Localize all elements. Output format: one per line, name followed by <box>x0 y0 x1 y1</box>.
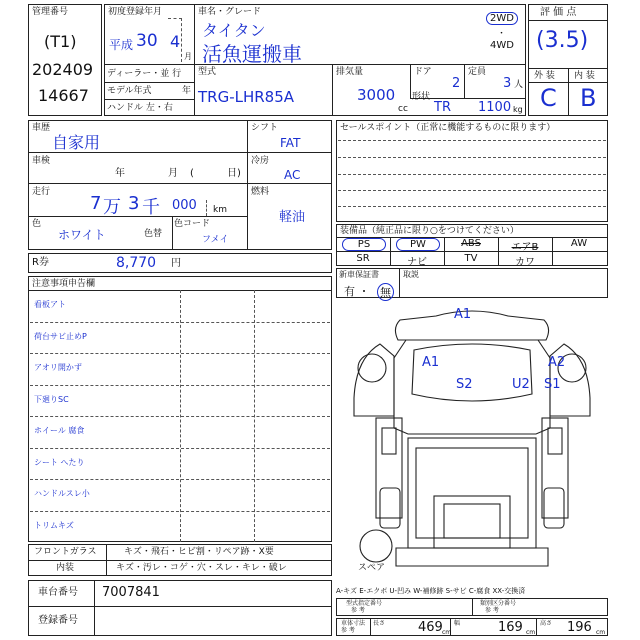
notes-item: ハンドルスレ小 <box>34 489 90 498</box>
color-label: 色 <box>32 219 42 229</box>
shaken-open: ( <box>190 168 194 179</box>
shaken-year: 年 <box>115 168 125 179</box>
shift-value: FAT <box>280 136 301 150</box>
reg-label: 初度登録年月 <box>108 7 163 17</box>
warranty-mu: 無 <box>377 283 394 301</box>
ext-label: 外 装 <box>534 71 555 81</box>
notes-item: 荷台サビ止めP <box>34 331 87 341</box>
katashiki-value: TRG-LHR85A <box>198 88 295 106</box>
reg-year: 30 <box>136 31 158 51</box>
sales-label: セールスポイント（正常に機能するものに限ります） <box>340 123 556 133</box>
reg-era: 平成 <box>109 38 134 52</box>
designation-r1: 類別区分番号 <box>480 600 517 607</box>
color-kae: 色替 <box>144 229 163 239</box>
designation-l1: 型式指定番号 <box>346 600 383 607</box>
fuel-label: 燃料 <box>251 187 270 197</box>
mark-a1-top: A1 <box>454 307 472 322</box>
shaken-month: 月 <box>168 168 178 179</box>
equip-item: PS <box>342 238 386 251</box>
dims-label: 車体寸法 参 考 <box>341 620 366 634</box>
equip-item: TV <box>464 253 478 264</box>
mileage-u1: 万 <box>103 197 121 218</box>
kind-label: 車歴 <box>32 123 51 133</box>
capacity-label: 定員 <box>468 67 487 77</box>
equip-item: ナビ <box>407 257 427 268</box>
reg-month-unit: 月 <box>184 52 192 61</box>
mileage-u2: 千 <box>142 197 160 218</box>
car-diagram <box>336 298 608 580</box>
shaken-day: 日) <box>227 168 241 179</box>
shift-label: シフト <box>251 123 279 133</box>
mileage-v3: 000 <box>172 198 197 213</box>
recycle-value: 8,770 <box>116 255 157 271</box>
equip-label: 装備品（純正品に限り○をつけてください） <box>340 226 519 236</box>
int-grade: B <box>580 84 597 112</box>
regno-label: 登録番号 <box>38 615 78 626</box>
mileage-v1: 7 <box>90 193 102 214</box>
mileage-v2: 3 <box>128 193 140 214</box>
dims-h-label: 高さ <box>540 620 553 627</box>
drive-2wd: 2WD <box>486 12 518 25</box>
color-value: ホワイト <box>58 228 106 242</box>
warranty-yu: 有 ・ <box>344 285 370 298</box>
interior-label: 内装 <box>56 563 75 573</box>
displacement-value: 3000 <box>357 86 396 104</box>
equip-item: SR <box>356 253 370 264</box>
drive-dot: ・ <box>497 29 507 39</box>
equip-item: ABS <box>461 238 481 249</box>
mark-a1-left: A1 <box>422 355 440 370</box>
mark-s2: S2 <box>456 377 473 392</box>
katashiki-label: 型式 <box>198 67 217 77</box>
dims-h-unit: cm <box>596 629 606 636</box>
aircon-label: 冷房 <box>251 156 270 166</box>
car-name: タイタン <box>202 21 266 40</box>
interior-value: キズ・汚レ・コゲ・穴・スレ・キレ・破レ <box>116 563 287 573</box>
equip-item: PW <box>396 238 440 251</box>
model-year-unit: 年 <box>182 86 192 96</box>
recycle-label: R券 <box>32 257 49 268</box>
dims-w-label: 幅 <box>454 620 461 627</box>
notes-item: ホイール 腐食 <box>34 426 85 435</box>
warranty-label: 新車保証書 <box>339 270 379 279</box>
designation-l2: 参 考 <box>351 607 365 614</box>
mileage-label: 走行 <box>32 187 51 197</box>
model-year-label: モデル年式 <box>107 86 152 96</box>
fuel-value: 軽油 <box>279 210 306 225</box>
displacement-unit: cc <box>398 104 408 114</box>
equip-item: AW <box>570 238 588 249</box>
dims-len-unit: cm <box>442 629 452 636</box>
aircon-value: AC <box>284 168 301 182</box>
mark-s1: S1 <box>544 377 561 392</box>
notes-item: トリムキズ <box>34 520 74 530</box>
dealer-label: ディーラー・並 行 <box>107 69 182 79</box>
notes-item: 下廻りSC <box>34 394 69 404</box>
mark-u2: U2 <box>512 377 530 392</box>
spare-label: スペア <box>358 563 386 573</box>
kanri-line-2: 202409 <box>32 60 94 79</box>
score-label: 評 価 点 <box>540 7 577 18</box>
notes-item: アオリ開かず <box>34 363 82 372</box>
notes-label: 注意事項申告欄 <box>32 279 96 289</box>
kind-value: 自家用 <box>52 133 101 152</box>
kanri-label: 管理番号 <box>32 7 69 17</box>
dims-len: 469 <box>418 620 443 635</box>
mileage-unit: km <box>213 205 227 215</box>
dims-len-sub: 長さ <box>373 620 386 627</box>
capacity-value: 3 <box>503 76 512 91</box>
dims-w-unit: cm <box>526 629 536 636</box>
mark-a2-right: A2 <box>548 355 566 370</box>
name-label: 車名・グレード <box>198 7 262 17</box>
equip-item: エアB <box>511 242 539 253</box>
drive-4wd: 4WD <box>490 40 514 51</box>
designation-r2: 参 考 <box>485 607 499 614</box>
capacity-unit: 人 <box>514 80 524 90</box>
reg-month: 4 <box>170 32 181 51</box>
color-code-value: フメイ <box>202 235 229 245</box>
ext-grade: C <box>540 84 557 112</box>
kanri-line-1: (T1) <box>44 32 77 51</box>
glass-label: フロントガラス <box>34 547 97 557</box>
car-grade: 活魚運搬車 <box>202 42 302 66</box>
notes-item: 看板アト <box>34 300 66 309</box>
displacement-label: 排気量 <box>336 67 364 77</box>
int-label: 内 装 <box>574 71 595 81</box>
recycle-unit: 円 <box>171 258 181 269</box>
kanri-line-3: 14667 <box>38 86 89 105</box>
shape-value: TR <box>434 100 451 115</box>
weight-value: 1100 <box>478 100 512 115</box>
notes-item: シート へたり <box>34 457 85 467</box>
color-code-label: 色コード <box>174 219 211 229</box>
door-label: ドア <box>414 67 432 77</box>
score-value: (3.5) <box>536 28 589 53</box>
door-value: 2 <box>452 76 461 91</box>
dims-w: 169 <box>498 620 523 635</box>
chassis-label: 車台番号 <box>38 587 78 598</box>
manual-label: 取説 <box>403 270 419 279</box>
shape-label: 形状 <box>412 92 431 102</box>
shaken-label: 車検 <box>32 156 51 166</box>
weight-unit: kg <box>513 105 523 114</box>
dims-h: 196 <box>567 620 592 635</box>
chassis-value: 7007841 <box>102 585 160 600</box>
glass-value: キズ・飛石・ヒビ割・リペア跡・X要 <box>124 547 274 557</box>
equip-item: カワ <box>515 257 535 268</box>
handle-label: ハンドル 左・右 <box>107 103 173 113</box>
legend: A-キズ E-エクボ U-凹み W-補修跡 S-サビ C-腐食 XX-交換済 <box>336 587 526 595</box>
